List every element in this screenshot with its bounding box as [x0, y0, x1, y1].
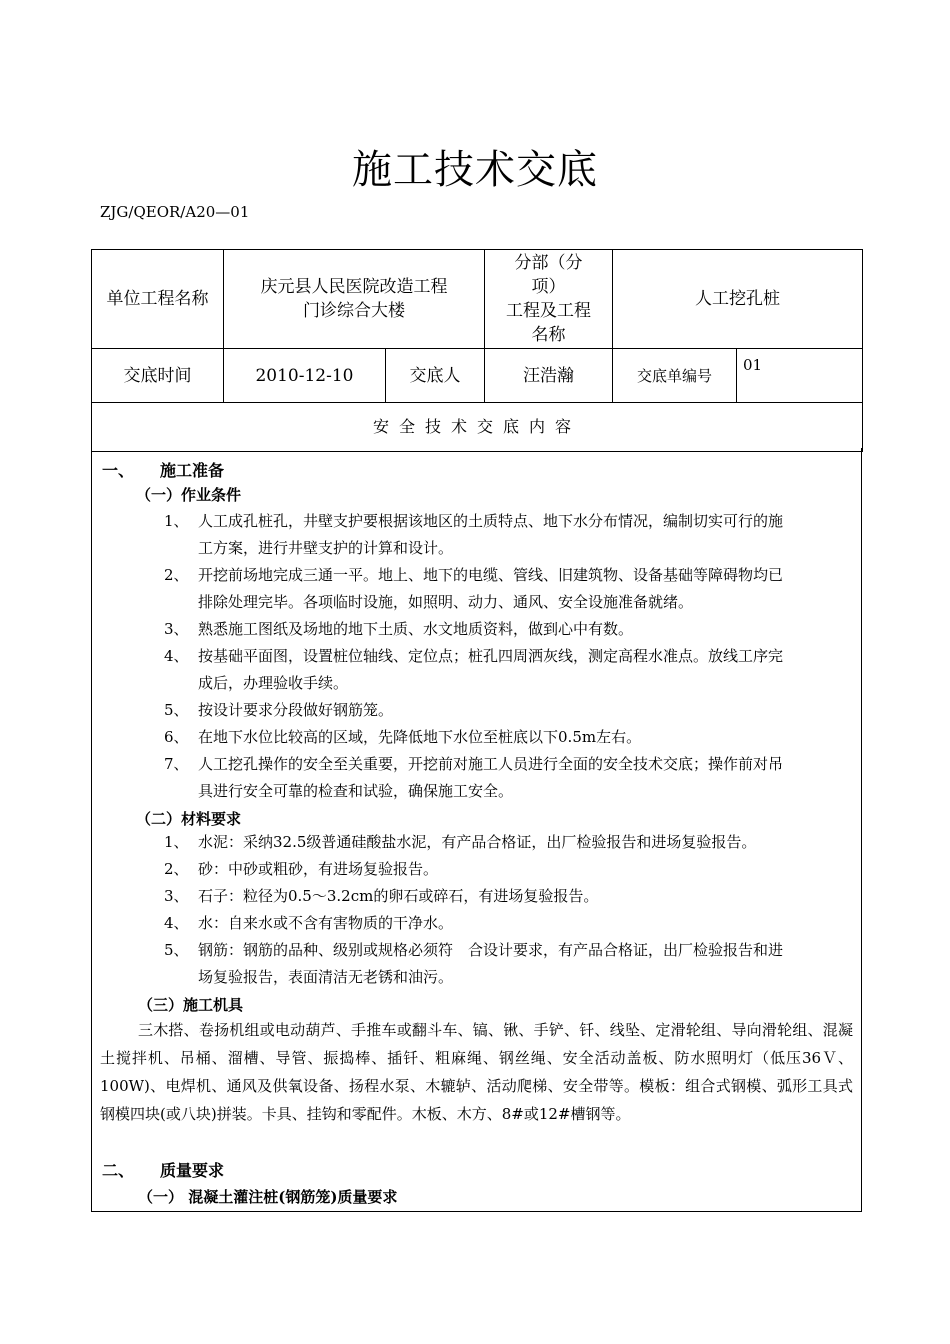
list-item [164, 562, 853, 616]
subheading-work-conditions: （一）作业条件 [136, 486, 242, 504]
sub-project-label-line-3: 工程及工程 [506, 301, 591, 321]
item-text: 钢筋：钢筋的品种、级别或规格必须符 合设计要求，有产品合格证，出厂检验报告和进 [198, 941, 784, 959]
subheading-pile-quality: （一） 混凝土灌注桩(钢筋笼)质量要求 [138, 1188, 398, 1206]
unit-name-value [224, 250, 485, 349]
section-heading-1 [102, 458, 224, 481]
item-number: 3、 [164, 887, 189, 905]
item-text: 水：自来水或不含有害物质的干净水。 [198, 914, 454, 932]
machinery-paragraph: 三木搭、卷扬机组或电动葫芦、手推车或翻斗车、镐、锹、手铲、钎、线坠、定滑轮组、导向滑轮组、混凝土搅拌机、吊桶、溜槽、导管、振捣棒、插钎、粗麻绳、钢丝绳、安全活动盖板、防水照明灯（低压36Ｖ、100W)、电焊机、通风及供氧设备、扬程水泵、木辘轳、活动爬梯、安全带等。模板：组合式钢模、弧形工具式钢模四块(或八块)拼装。卡具、挂钩和零配件。木板、木方、8#或12#槽钢等。 [100, 1021, 853, 1123]
sub-project-value: 人工挖孔桩 [613, 250, 863, 349]
item-number: 4、 [164, 914, 189, 932]
section-2-number: 二、 [102, 1161, 135, 1180]
content-area [91, 448, 862, 1212]
item-number: 3、 [164, 620, 189, 638]
item-text: 砂：中砂或粗砂，有进场复验报告。 [198, 860, 439, 878]
page-title: 施工技术交底 [352, 147, 598, 193]
item-number: 2、 [164, 860, 189, 878]
header-table [91, 249, 863, 452]
list-item [164, 508, 853, 562]
item-text: 按基础平面图，设置桩位轴线、定位点；桩孔四周洒灰线，测定高程水准点。放线工序完 [198, 647, 784, 665]
item-number: 1、 [164, 512, 189, 530]
handover-number-value: 01 [737, 349, 863, 403]
list-item [164, 829, 853, 856]
item-text: 水泥：采纳32.5级普通硅酸盐水泥，有产品合格证，出厂检验报告和进场复验报告。 [198, 833, 757, 851]
item-number: 2、 [164, 566, 189, 584]
section-1-title: 施工准备 [160, 461, 225, 480]
section-2-title: 质量要求 [160, 1161, 225, 1180]
item-text: 人工成孔桩孔，井壁支护要根据该地区的土质特点、地下水分布情况，编制切实可行的施 [198, 512, 784, 530]
handover-number-label: 交底单编号 [613, 349, 737, 403]
item-text-cont: 成后，办理验收手续。 [198, 674, 349, 692]
item-text: 熟悉施工图纸及场地的地下土质、水文地质资料，做到心中有数。 [198, 620, 634, 638]
item-number: 5、 [164, 941, 189, 959]
section-heading-2 [102, 1158, 224, 1181]
list-item [164, 697, 853, 724]
list-item [164, 724, 853, 751]
item-text: 按设计要求分段做好钢筋笼。 [198, 701, 394, 719]
item-number: 1、 [164, 833, 189, 851]
item-text: 开挖前场地完成三通一平。地上、地下的电缆、管线、旧建筑物、设备基础等障碍物均已 [198, 566, 784, 584]
section-title: 安全技术交底内容 [92, 403, 863, 452]
item-number: 5、 [164, 701, 189, 719]
unit-name-line-1: 庆元县人民医院改造工程 [260, 277, 448, 297]
item-text-cont: 排除处理完毕。各项临时设施，如照明、动力、通风、安全设施准备就绪。 [198, 593, 694, 611]
section-1-number: 一、 [102, 461, 135, 480]
sub-project-label [485, 250, 613, 349]
unit-name-label: 单位工程名称 [92, 250, 224, 349]
sub-project-label-line-1: 分部（分 [514, 253, 583, 273]
item-number: 4、 [164, 647, 189, 665]
handover-time-label: 交底时间 [92, 349, 224, 403]
item-text: 人工挖孔操作的安全至关重要，开挖前对施工人员进行全面的安全技术交底；操作前对吊 [198, 755, 784, 773]
list-item [164, 910, 853, 937]
list-item [164, 751, 853, 805]
item-text-cont: 场复验报告，表面清洁无老锈和油污。 [198, 968, 454, 986]
list-item [164, 937, 853, 991]
item-number: 7、 [164, 755, 189, 773]
list-item [164, 883, 853, 910]
subheading-machinery: （三）施工机具 [138, 996, 244, 1014]
item-number: 6、 [164, 728, 189, 746]
handover-time-value: 2010-12-10 [224, 349, 386, 403]
unit-name-line-2: 门诊综合大楼 [303, 301, 405, 321]
handover-person-value: 汪浩瀚 [485, 349, 613, 403]
item-text: 在地下水位比较高的区域，先降低地下水位至桩底以下0.5m左右。 [198, 728, 642, 746]
item-text-cont: 具进行安全可靠的检查和试验，确保施工安全。 [198, 782, 514, 800]
sub-project-label-line-2: 项） [531, 277, 566, 297]
item-text: 石子：粒径为0.5～3.2cm的卵石或碎石，有进场复验报告。 [198, 887, 599, 905]
sub-project-label-line-4: 名称 [531, 325, 566, 345]
subheading-materials: （二）材料要求 [136, 810, 242, 828]
list-item [164, 856, 853, 883]
list-item [164, 616, 853, 643]
document-code: ZJG/QEOR/A20—01 [100, 203, 250, 221]
handover-person-label: 交底人 [386, 349, 485, 403]
item-text-cont: 工方案，进行井壁支护的计算和设计。 [198, 539, 454, 557]
list-item [164, 643, 853, 697]
